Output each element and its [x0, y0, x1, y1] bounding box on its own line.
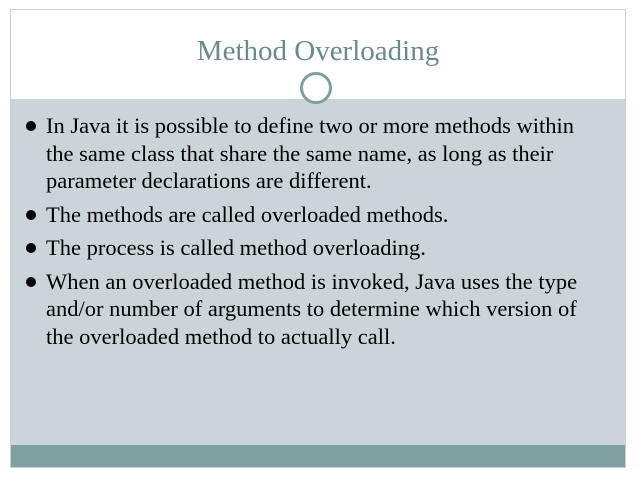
circle-ornament-icon [300, 72, 332, 104]
bullet-item [24, 268, 604, 351]
footer-bar [11, 445, 625, 467]
bullet-list [24, 112, 604, 356]
slide-title: Method Overloading [196, 35, 440, 67]
bullet-text: In Java it is possible to define two or more methods within the same class that share the same name, as long as their parameter declarations are different. [46, 113, 575, 193]
bullet-item [24, 112, 604, 195]
bullet-text: The methods are called overloaded methods. [46, 201, 449, 227]
bullet-dot-icon [26, 277, 36, 287]
bullet-text: When an overloaded method is invoked, Java uses the type and/or number of arguments to determine which version of the overloaded method to actually call. [46, 268, 578, 349]
bullet-text: The process is called method overloading. [46, 235, 426, 260]
bullet-item [24, 234, 604, 262]
bullet-item [24, 201, 604, 229]
bullet-dot-icon [26, 243, 36, 253]
bullet-dot-icon [26, 121, 36, 131]
bullet-dot-icon [26, 210, 36, 220]
